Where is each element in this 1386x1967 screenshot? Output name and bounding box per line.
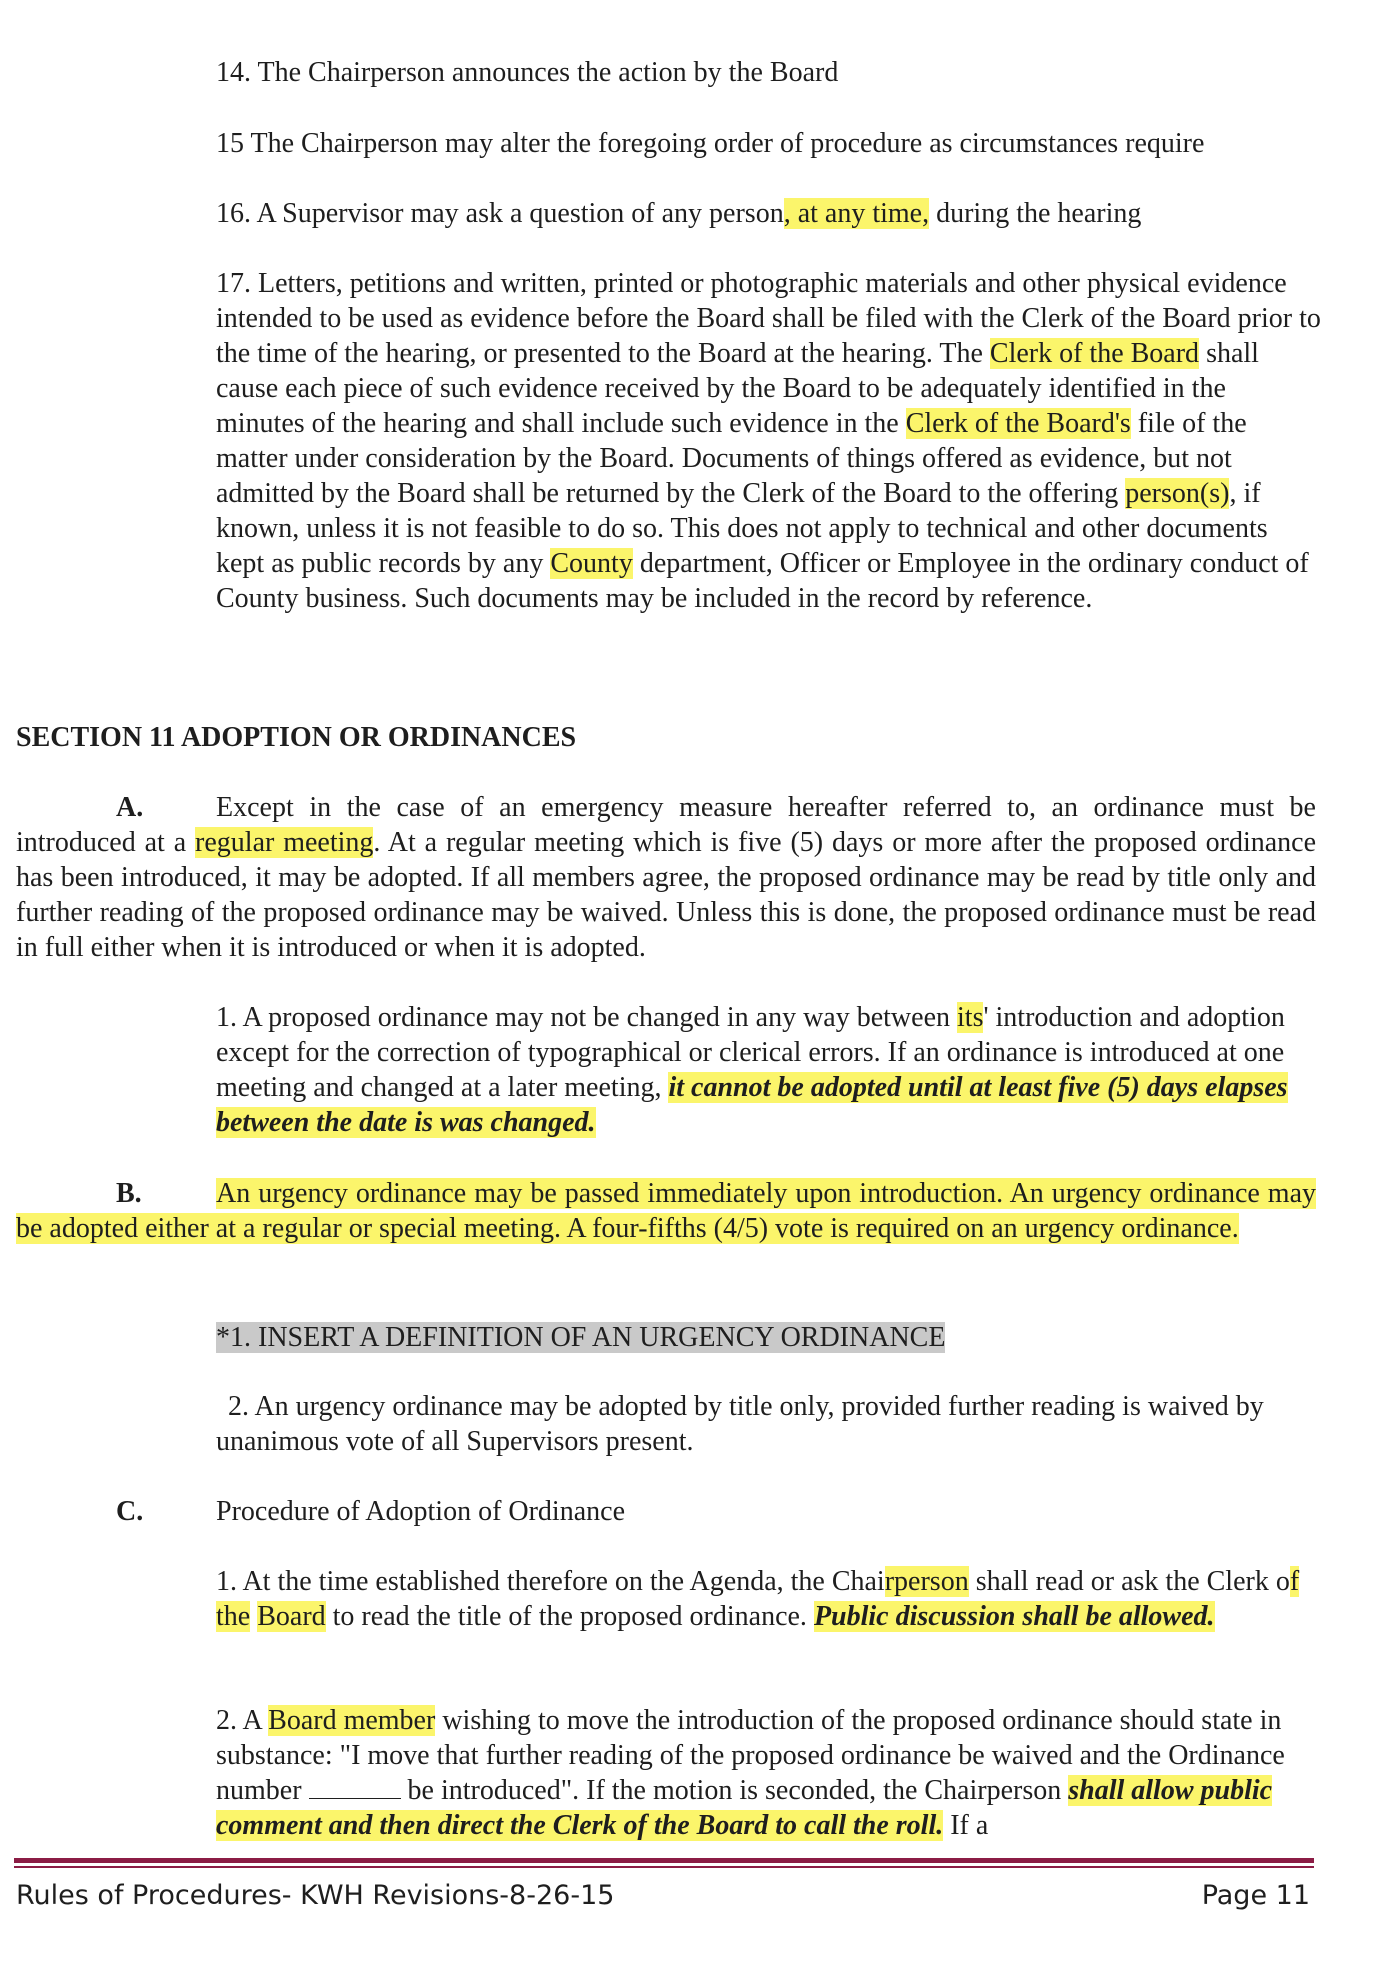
item-14: 14. The Chairperson announces the action by the Board xyxy=(216,57,839,88)
highlight: An urgency ordinance may be passed immediately upon introduction. An urgency ordinance may be adopted either at a regular or special meeting. A four-fifths (4/5) vote is required on an urgency ordinance. xyxy=(16,1178,1316,1244)
highlight: its xyxy=(957,1002,984,1033)
highlight: shall allow public comment and then direct the Clerk of the Board to call the roll. xyxy=(216,1775,1273,1841)
highlight: Clerk of the Board xyxy=(989,338,1200,369)
item-15: 15 The Chairperson may alter the foregoing order of procedure as circumstances require xyxy=(216,128,1205,159)
item-17: 17. Letters, petitions and written, printed or photographic materials and other physical evidence intended to be used as evidence before the Board shall be filed with the Clerk of the Board prior to the time of the hearing, or presented to the Board at the hearing. The Clerk of the Board shall cause each piece of such evidence received by the Board to be adequately identified in the minutes of the hearing and shall include such evidence in the Clerk of the Board's file of the matter under consideration by the Board. Documents of things offered as evidence, but not admitted by the Board shall be returned by the Clerk of the Board to the offering person(s), if known, unless it is not feasible to do so. This does not apply to technical and other documents kept as public records by any County department, Officer or Employee in the ordinary conduct of County business. Such documents may be included in the record by reference. xyxy=(216,268,1321,614)
paragraph-b2: 2. An urgency ordinance may be adopted by title only, provided further reading is waived by unanimous vote of all Supervisors present. xyxy=(216,1391,1264,1457)
page-number: Page 11 xyxy=(1201,1880,1310,1911)
paragraph-a1: 1. A proposed ordinance may not be changed in any way between its' introduction and adoption except for the correction of typographical or clerical errors. If an ordinance is introduced at one meeting and changed at a later meeting, it cannot be adopted until at least five (5) days elapses between the date is was changed. xyxy=(216,1002,1288,1138)
highlight: Board xyxy=(257,1601,326,1632)
label-c: C. xyxy=(116,1496,144,1527)
highlight: regular meeting xyxy=(195,827,374,858)
paragraph-b xyxy=(16,1176,1316,1246)
footer-rule xyxy=(14,1858,1314,1863)
paragraph-c1: 1. At the time established therefore on the Agenda, the Chairperson shall read or ask the Clerk of the Board to read the title of the proposed ordinance. Public discussion shall be allowed. xyxy=(216,1566,1300,1632)
highlight: f the xyxy=(216,1566,1300,1632)
section-heading: SECTION 11 ADOPTION OR ORDINANCES xyxy=(16,722,577,753)
highlight: it cannot be adopted until at least five (5) days elapses between the date is was changed. xyxy=(216,1072,1288,1138)
highlight: person(s) xyxy=(1125,478,1230,509)
label-b: B. xyxy=(116,1178,142,1209)
ordinance-number-blank xyxy=(309,1778,401,1799)
highlight: County xyxy=(550,548,633,579)
paragraph-a: A. Except in the case of an emergency measure hereafter referred to, an ordinance must be introduced at a regular meeting. At a regular meeting which is five (5) days or more after the proposed ordinance has been introduced, it may be adopted. If all members agree, the proposed ordinance may be read by title only and further reading of the proposed ordinance may be waived. Unless this is done, the proposed ordinance must be read in full either when it is introduced or when it is adopted. xyxy=(16,792,1317,963)
gray-highlight: *1. INSERT A DEFINITION OF AN URGENCY ORDINANCE xyxy=(216,1322,946,1353)
item-16: 16. A Supervisor may ask a question of any person, at any time, during the hearing xyxy=(216,198,1142,229)
highlight: Clerk of the Board's xyxy=(905,408,1131,439)
footer-title: Rules of Procedures- KWH Revisions-8-26-15 xyxy=(16,1880,615,1911)
highlight: Public discussion shall be allowed. xyxy=(813,1601,1215,1632)
paragraph-c: C. Procedure of Adoption of Ordinance xyxy=(116,1496,625,1527)
highlight: Board member xyxy=(268,1705,436,1736)
footer-rule-thin xyxy=(14,1866,1314,1868)
highlight: rperson xyxy=(884,1566,969,1597)
highlight: , at any time, xyxy=(783,198,930,229)
paragraph-b1 xyxy=(216,1320,1321,1355)
paragraph-c2: 2. A Board member wishing to move the introduction of the proposed ordinance should state in substance: "I move that further reading of the proposed ordinance be waived and the Ordinance number be introduced". If the motion is seconded, the Chairperson shall allow public comment and then direct the Clerk of the Board to call the roll. If a xyxy=(216,1705,1285,1841)
label-a: A. xyxy=(116,792,144,823)
